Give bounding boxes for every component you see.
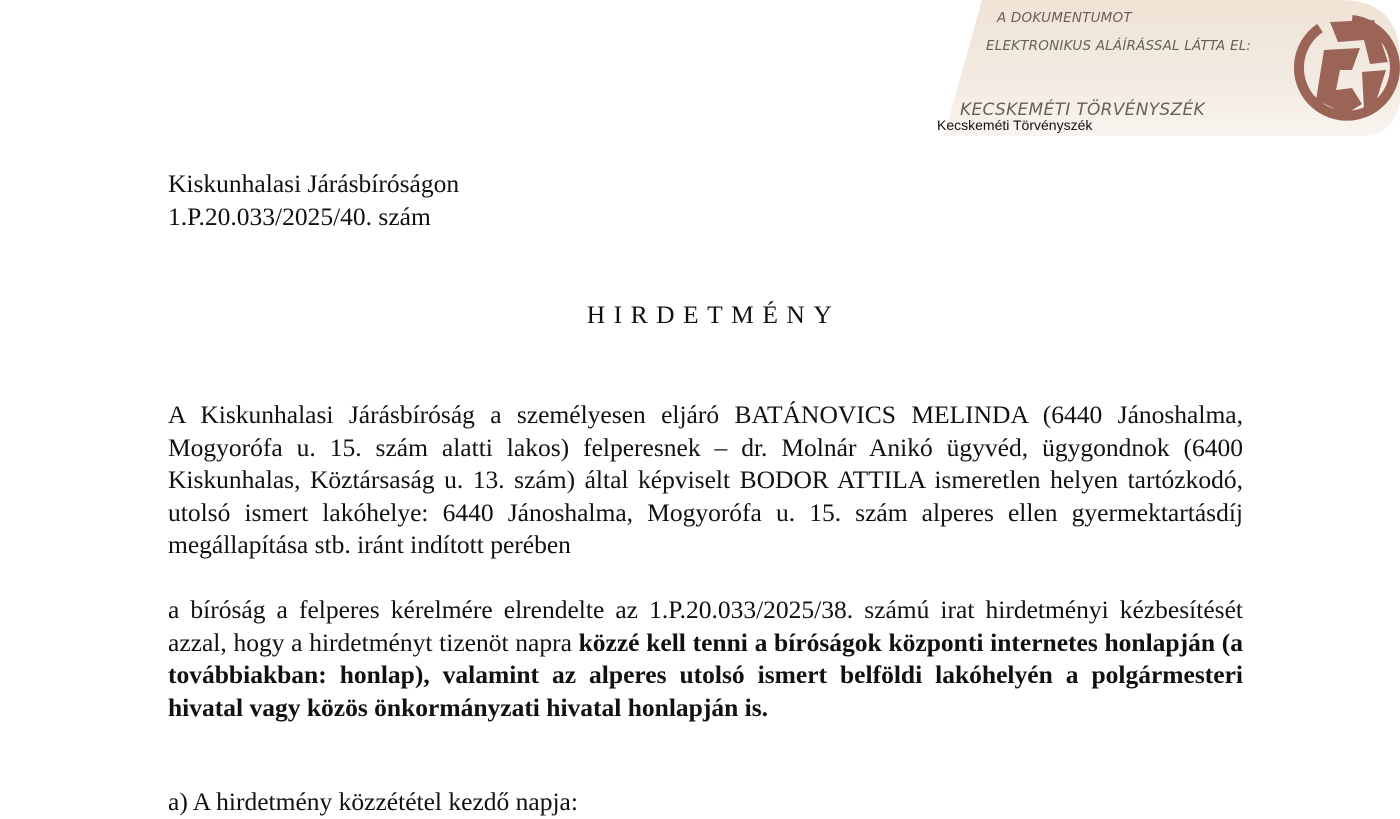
order-text: a bíróság a felperes kérelmére elrendelte az 1.P.20.033/2025/38. számú irat hirdetményi kézbesítését azzal, hogy a hirdetményt tizenöt napra xyxy=(168,595,1243,657)
court-logo-icon xyxy=(1290,12,1400,124)
paragraph-parties: A Kiskunhalasi Járásbíróság a személyesen eljáró BATÁNOVICS MELINDA (6440 Jánoshalma, Mogyorófa u. 15. szám alatti lakos) felperesnek – dr. Molnár Anikó ügyvéd, ügygondnok (6400 Kiskunhalas, Köztársaság u. 13. szám) által képviselt BODOR ATTILA ismeretlen helyen tartózkodó, utolsó ismert lakóhelye: 6440 Jánoshalma, Mogyorófa u. 15. szám alperes ellen gyermektartásdíj megállapítása stb. iránt indított perében xyxy=(168,400,1243,559)
case-number: 1.P.20.033/2025/40. szám xyxy=(168,201,431,231)
stamp-signer-name: Kecskeméti Törvényszék xyxy=(937,117,1093,133)
court-name: Kiskunhalasi Járásbíróságon xyxy=(168,169,460,198)
stamp-heading-line-2: ELEKTRONIKUS ALÁÍRÁSSAL LÁTTA EL: xyxy=(986,38,1252,54)
paragraph-order xyxy=(168,594,1243,724)
stamp-court-name: KECSKEMÉTI TÖRVÉNYSZÉK xyxy=(960,100,1205,120)
order-text-emphasis: közzé kell tenni a bíróságok központi internetes honlapján (a továbbiakban: honlap), valamint az alperes utolsó ismert belföldi lakóhelyén a polgármesteri hivatal vagy közös önkormányzati hivatal honlapján is. xyxy=(168,627,1243,722)
document-header xyxy=(168,168,1243,233)
paragraph-list-item-a: a) A hirdetmény közzététel kezdő napja: xyxy=(168,787,578,816)
stamp-heading-line-1: A DOKUMENTUMOT xyxy=(997,10,1132,26)
document-title: HIRDETMÉNY xyxy=(586,300,841,329)
e-signature-stamp xyxy=(937,0,1400,136)
document-body xyxy=(168,168,1243,816)
